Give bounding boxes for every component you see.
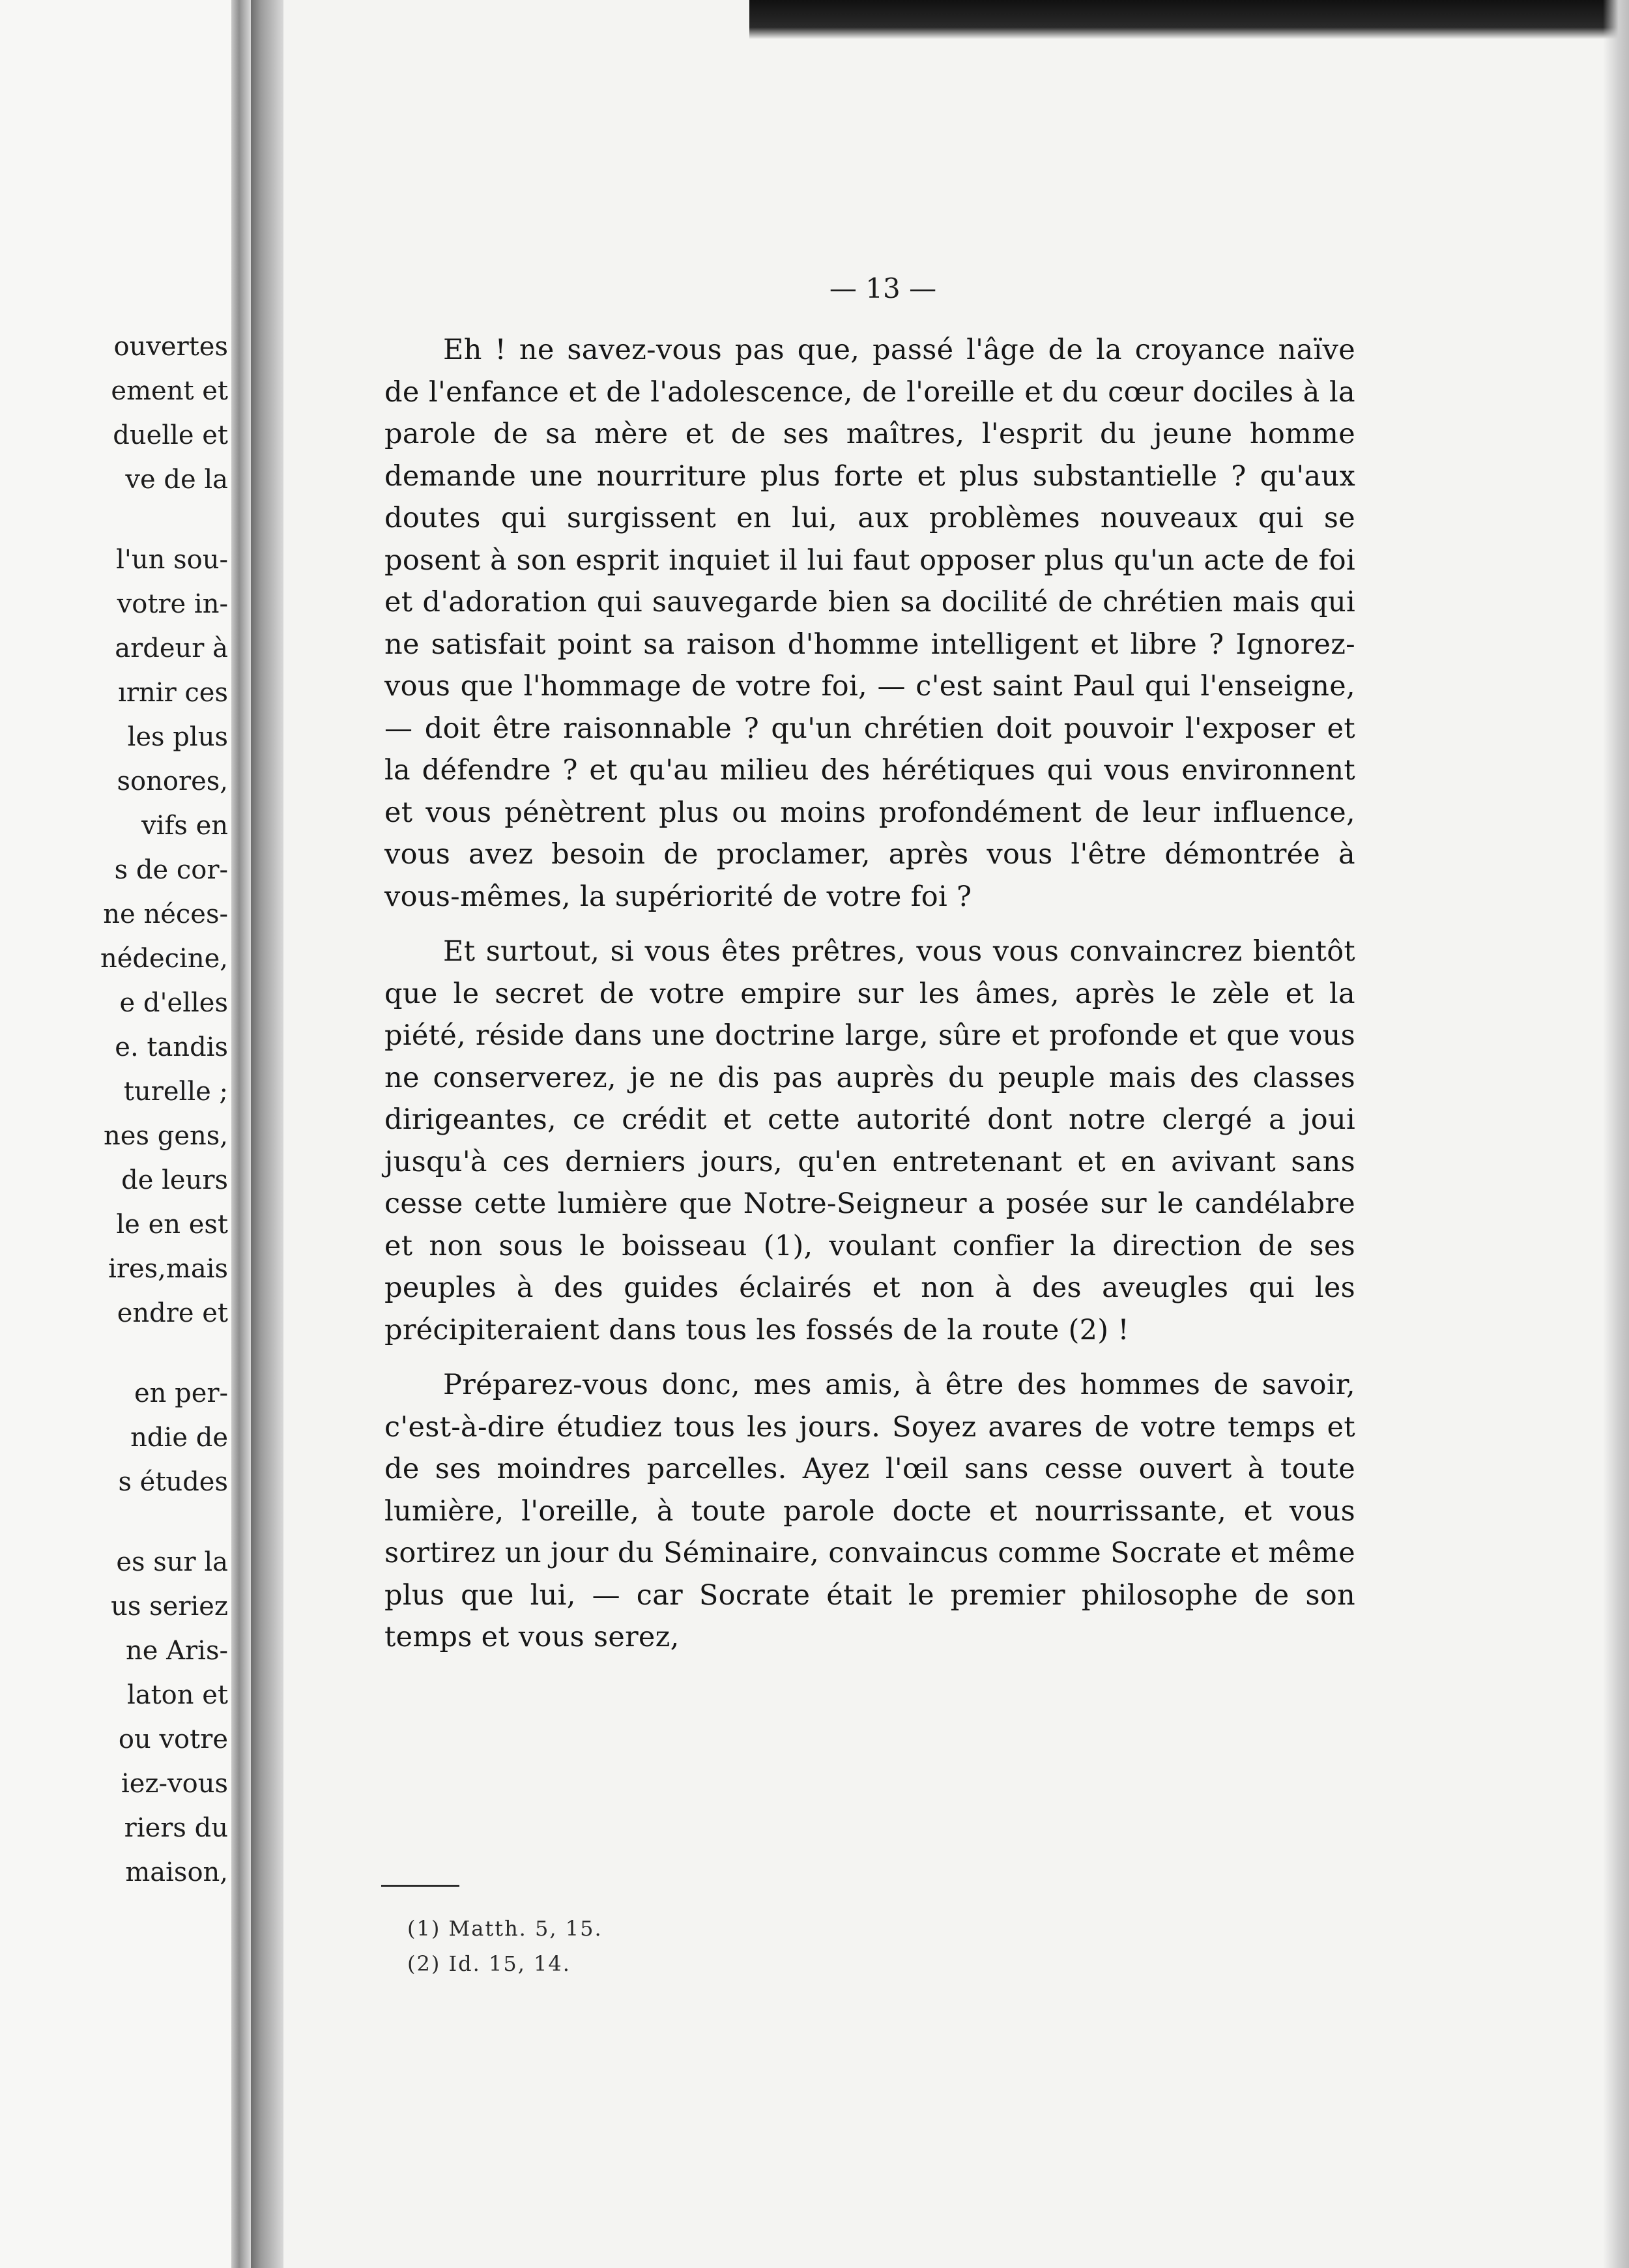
previous-page-line: endre et xyxy=(117,1298,228,1328)
previous-page-line: us seriez xyxy=(111,1592,228,1621)
scan-border-right xyxy=(1603,0,1629,2268)
previous-page-line: ne Aris- xyxy=(126,1636,228,1666)
previous-page-line: laton et xyxy=(126,1680,228,1710)
previous-page-line: ırnir ces xyxy=(118,678,228,708)
previous-page-line: maison, xyxy=(125,1857,228,1887)
previous-page-line xyxy=(0,1504,228,1540)
previous-page-line: ires,mais xyxy=(108,1254,228,1284)
previous-page-line: votre in- xyxy=(117,589,228,619)
footnote: (2) Id. 15, 14. xyxy=(407,1951,571,1976)
previous-page-line: en per- xyxy=(134,1378,228,1408)
previous-page-line: de leurs xyxy=(121,1165,228,1195)
previous-page-line: ardeur à xyxy=(115,633,228,663)
previous-page-line xyxy=(0,502,228,538)
footnote-divider xyxy=(381,1885,459,1887)
footnote: (1) Matth. 5, 15. xyxy=(407,1916,603,1941)
previous-page-line: s études xyxy=(118,1467,228,1497)
paragraph: Préparez-vous donc, mes amis, à être des hommes de savoir, c'est-à-dire étudiez tous les jours. Soyez avares de votre temps et de ses moindres parcelles. Ayez l'œil sans cesse ouvert à toute lumière, l'oreille, à toute parole docte et nourrissante, et vous sortirez un jour du Séminaire, convaincus comme Socrate et même plus que lui, — car Socrate était le premier philosophe de son temps et vous serez, xyxy=(384,1369,1355,1653)
previous-page-line xyxy=(0,1335,228,1371)
previous-page-line: iez-vous xyxy=(121,1769,228,1799)
previous-page xyxy=(0,0,235,2268)
previous-page-line: nédecine, xyxy=(100,944,228,974)
paragraph: Eh ! ne savez-vous pas que, passé l'âge de la croyance naïve de l'enfance et de l'adolescence, de l'oreille et du cœur dociles à la parole de sa mère et de ses maîtres, l'esprit du jeune homme demande une nourriture plus forte et plus substantielle ? qu'aux doutes qui surgissent en lui, aux problèmes nouveaux qui se posent à son esprit inquiet il lui faut opposer plus qu'un acte de foi et d'adoration qui sauvegarde bien sa docilité de chrétien mais qui ne satisfait point sa raison d'homme intelligent et libre ? Ignorez-vous que l'hommage de votre foi, — c'est saint Paul qui l'enseigne, — doit être raisonnable ? qu'un chrétien doit pouvoir l'exposer et la défendre ? et qu'au milieu des hérétiques qui vous environnent et vous pénètrent plus ou moins profondément de leur influence, vous avez besoin de proclamer, après vous l'être démontrée à vous-mêmes, la supériorité de votre foi ? xyxy=(384,334,1355,913)
paragraph: Et surtout, si vous êtes prêtres, vous vous convaincrez bientôt que le secret de votre empire sur les âmes, après le zèle et la piété, réside dans une doctrine large, sûre et profonde et que vous ne conserverez, je ne dis pas auprès du peuple mais des classes dirigeantes, ce crédit et cette autorité dont notre clergé a joui jusqu'à ces derniers jours, qu'en entretenant et en avivant sans cesse cette lumière que Notre-Seigneur a posée sur le candélabre et non sous le boisseau (1), voulant confier la direction de ses peuples à des guides éclairés et non à des aveugles qui les précipiteraient dans tous les fossés de la route (2) ! xyxy=(384,935,1355,1346)
page-number: — 13 — xyxy=(829,272,937,304)
previous-page-line: sonores, xyxy=(117,766,228,796)
scan-border-top xyxy=(749,0,1629,39)
previous-page-line: ou votre xyxy=(118,1724,228,1754)
page-body xyxy=(384,329,1355,1672)
book-gutter xyxy=(251,0,283,2268)
previous-page-line: es sur la xyxy=(116,1547,228,1577)
previous-page-line: ne néces- xyxy=(103,899,228,929)
previous-page-line: l'un sou- xyxy=(116,545,228,575)
previous-page-line: ndie de xyxy=(130,1423,228,1453)
previous-page-line: nes gens, xyxy=(104,1121,228,1151)
previous-page-line: duelle et xyxy=(113,420,228,450)
previous-page-line: turelle ; xyxy=(123,1077,228,1107)
footnotes xyxy=(407,1911,603,1981)
page-edge-shadow xyxy=(231,0,251,2268)
previous-page-line: e d'elles xyxy=(119,988,228,1018)
previous-page-text xyxy=(0,325,228,1895)
previous-page-line: ement et xyxy=(111,376,228,406)
previous-page-line: les plus xyxy=(127,722,228,752)
previous-page-line: riers du xyxy=(124,1813,228,1843)
previous-page-line: s de cor- xyxy=(114,855,228,885)
previous-page-line: le en est xyxy=(116,1210,228,1240)
previous-page-line: ouvertes xyxy=(113,332,228,362)
previous-page-line: vifs en xyxy=(141,811,228,841)
previous-page-line: e. tandis xyxy=(115,1032,228,1062)
previous-page-line: ve de la xyxy=(125,465,228,495)
